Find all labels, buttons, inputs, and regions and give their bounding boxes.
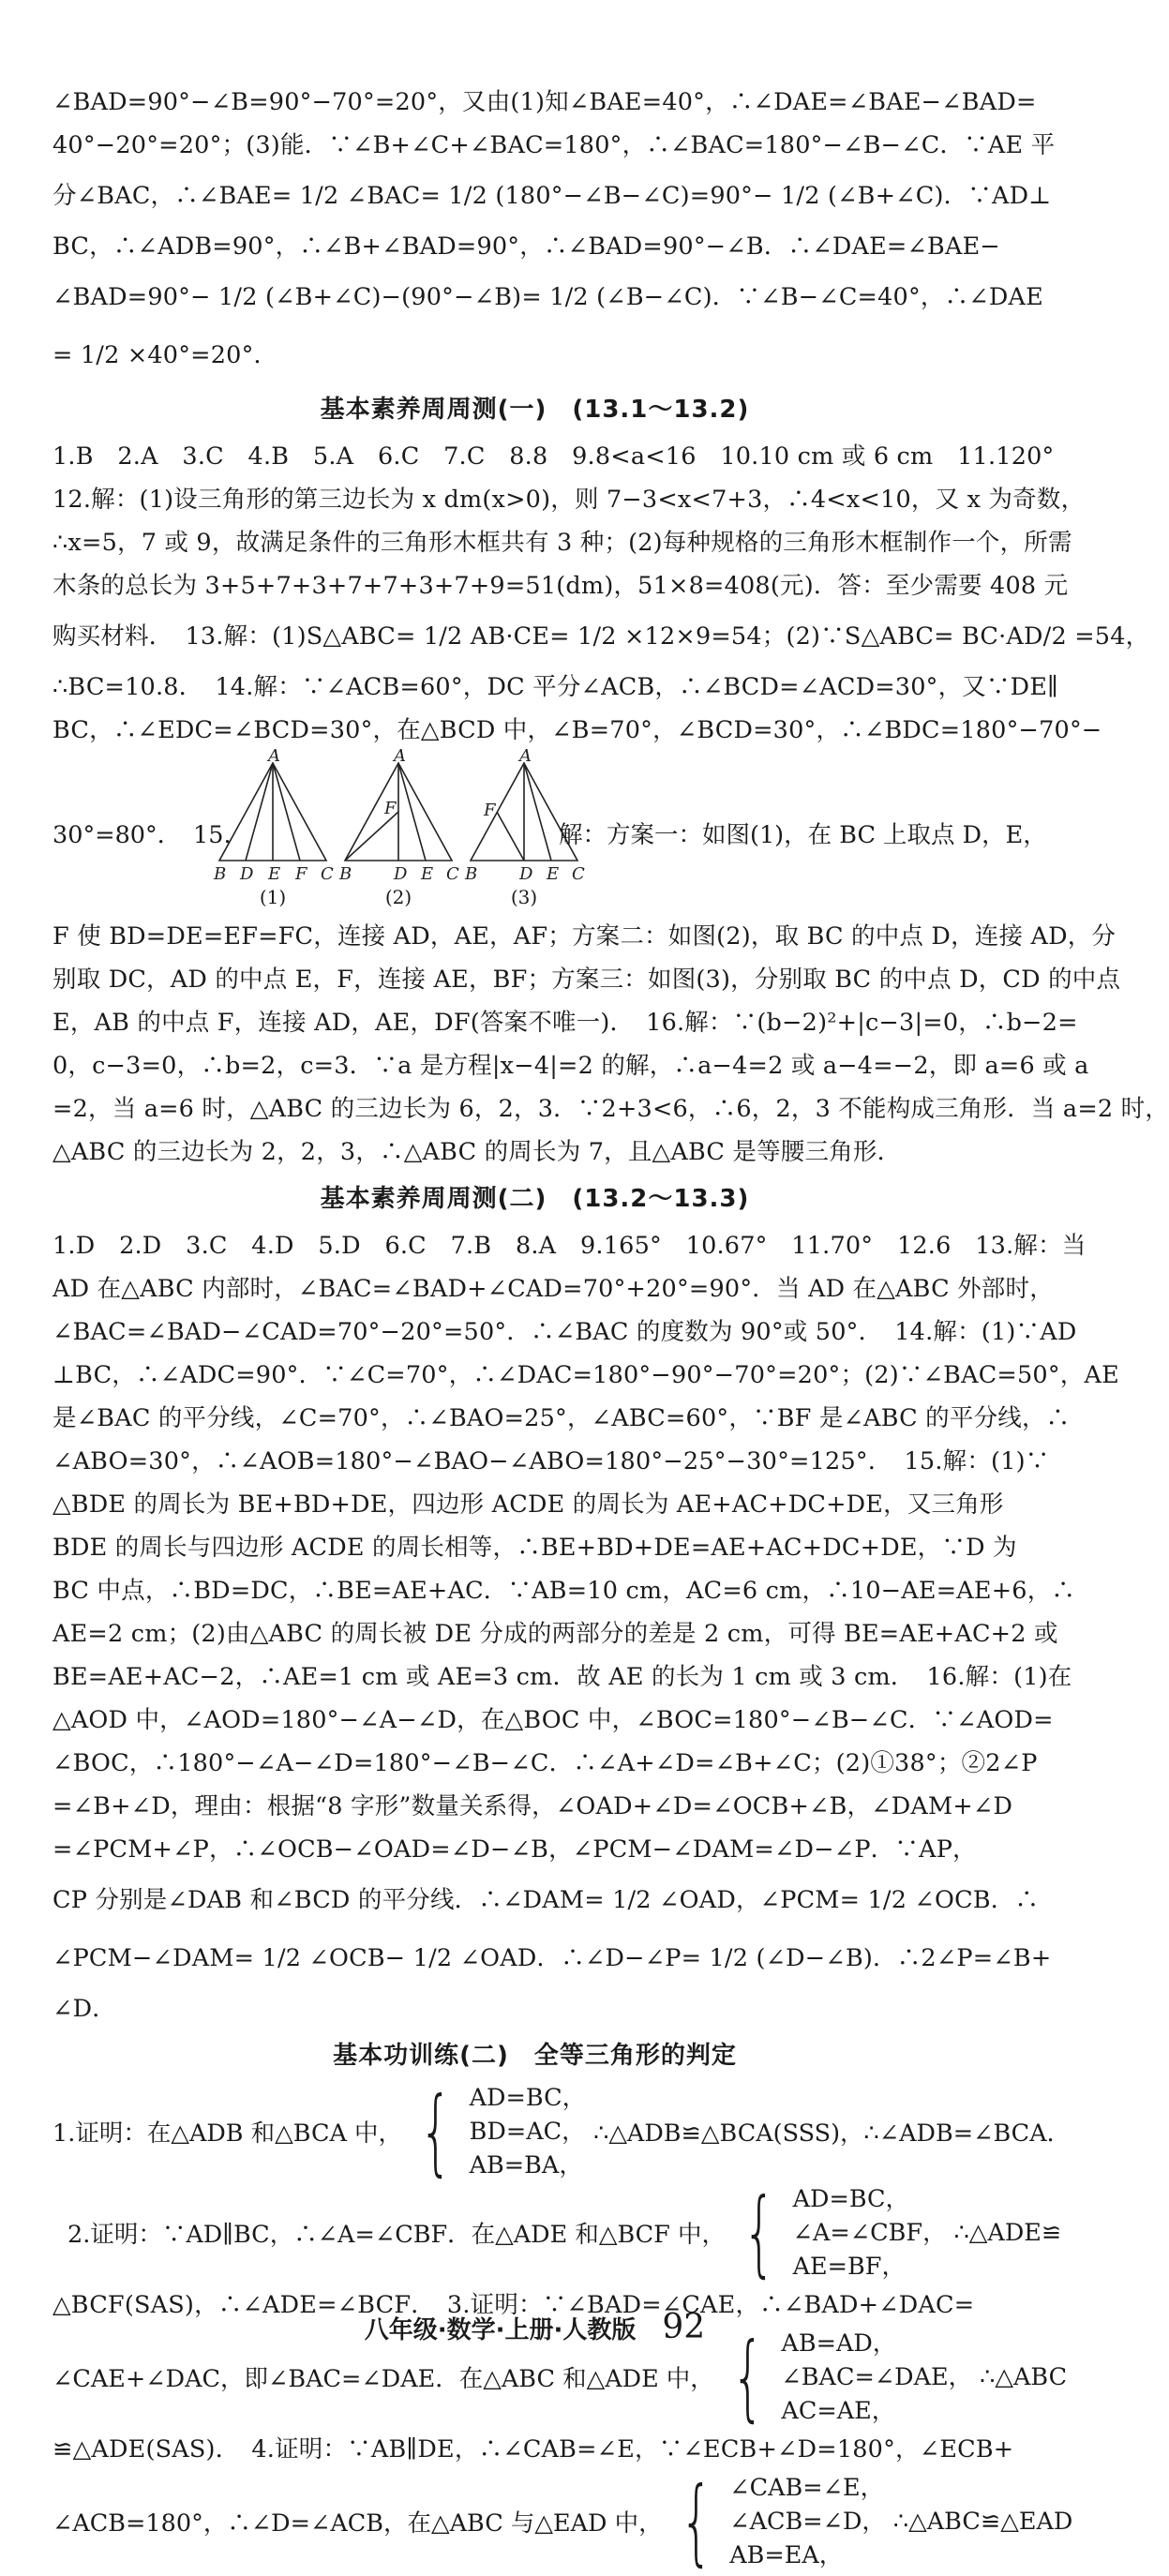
- condition: AB=AD，: [781, 2329, 897, 2358]
- text-line: ∠BAD=90°− 1/2 (∠B+∠C)−(90°−∠B)= 1/2 (∠B−∠C)．∵∠B−∠C=40°，∴∠DAE: [52, 283, 1043, 311]
- text-line: BC，∴∠ADB=90°，∴∠B+∠BAD=90°，∴∠BAD=90°−∠B．∴∠DAE=∠BAE−: [52, 232, 1000, 261]
- condition: ∠A=∠CBF，: [792, 2219, 947, 2247]
- text-line: = 1/2 ×40°=20°．: [52, 341, 278, 369]
- brace-icon: {: [731, 2322, 765, 2432]
- condition-list: [729, 2471, 886, 2572]
- text-line: 是∠BAC 的平分线，∠C=70°，∴∠BAO=25°，∠ABC=60°，∵BF 是∠ABC 的平分线，∴: [52, 1404, 1071, 1432]
- text-line: 1.D 2.D 3.C 4.D 5.D 6.C 7.B 8.A 9.165° 10.67° 11.70° 12.6 13.解：当: [52, 1232, 1087, 1260]
- text-line: ⊥BC，∴∠ADC=90°．∵∠C=70°，∴∠DAC=180°−90°−70°=20°；(2)∵∠BAC=50°，AE: [52, 1361, 1119, 1389]
- text-line: 别取 DC，AD 的中点 E，F，连接 AE，BF；方案三：如图(3)，分别取 BC 的中点 D，CD 的中点: [52, 966, 1121, 994]
- proof-tail: ∴△ABC: [980, 2363, 1068, 2391]
- condition: BD=AC，: [469, 2118, 586, 2146]
- text-line: F 使 BD=DE=EF=FC，连接 AD，AE，AF；方案二：如图(2)，取 BC 的中点 D，连接 AD，分: [52, 922, 1117, 951]
- condition: ∠ACB=∠D，: [729, 2508, 886, 2536]
- text-line: =∠PCM+∠P，∴∠OCB−∠OAD=∠D−∠B，∠PCM−∠DAM=∠D−∠P．∵AP，: [52, 1835, 977, 1864]
- brace-icon: {: [419, 2076, 453, 2186]
- section-title: 基本功训练(二) 全等三角形的判定: [333, 2042, 737, 2070]
- point-label: A: [519, 746, 532, 766]
- figure-caption: (2): [384, 886, 412, 908]
- text-line: ∴x=5，7 或 9，故满足条件的三角形木框共有 3 种；(2)每种规格的三角形木框制作一个，所需: [52, 529, 1072, 557]
- condition-list: [470, 2081, 586, 2182]
- proof-q2: [52, 2178, 1062, 2287]
- proof-q1: [52, 2076, 1072, 2186]
- section-weekly-test-2: [52, 1224, 1119, 2030]
- text-line: ≌△ADE(SAS)． 4.证明：∵AB∥DE，∴∠CAB=∠E，∵∠ECB+∠D=180°，∠ECB+: [52, 2435, 1014, 2464]
- proof-lead: ∠ACB=180°，∴∠D=∠ACB，在△ABC 与△EAD 中，: [52, 2509, 663, 2538]
- point-label: D: [240, 864, 254, 884]
- section-title: 基本素养周周测(二) (13.2～13.3): [320, 1185, 750, 1213]
- point-label: E: [421, 864, 434, 884]
- point-label: F: [295, 864, 307, 884]
- proof-tail: ∴△ADE≌: [953, 2219, 1062, 2247]
- text-line: BC 中点，∴BD=DC，∴BE=AE+AC．∵AB=10 cm，AC=6 cm，∴10−AE=AE+6，∴: [52, 1577, 1076, 1605]
- proof-lead: 1.证明：在△ADB 和△BCA 中，: [52, 2119, 403, 2148]
- page-number: 92: [662, 2308, 706, 2346]
- condition: AB=EA，: [729, 2541, 844, 2569]
- text-line: BDE 的周长与四边形 ACDE 的周长相等，∴BE+BD+DE=AE+AC+DC+DE，∵D 为: [52, 1534, 1017, 1562]
- text-line: ∠PCM−∠DAM= 1/2 ∠OCB− 1/2 ∠OAD．∴∠D−∠P= 1/2 (∠D−∠B)．∴2∠P=∠B+: [52, 1944, 1052, 1972]
- section-weekly-test-1: [52, 435, 1169, 1174]
- condition-list: [793, 2182, 947, 2284]
- point-label: D: [394, 864, 408, 884]
- text-line: 0，c−3=0，∴b=2，c=3．∵a 是方程|x−4|=2 的解，∴a−4=2 或 a−4=−2，即 a=6 或 a: [52, 1052, 1089, 1080]
- text-line: 40°−20°=20°；(3)能．∵∠B+∠C+∠BAC=180°，∴∠BAC=180°−∠B−∠C．∵AE 平: [52, 131, 1056, 159]
- point-label: F: [484, 801, 496, 820]
- figure-caption: (1): [259, 886, 287, 908]
- figure-caption: (3): [510, 886, 538, 908]
- text-line: 12.解：(1)设三角形的第三边长为 x dm(x>0)，则 7−3<x<7+3，∴4<x<10，又 x 为奇数，: [52, 486, 1086, 514]
- point-label: D: [519, 864, 533, 884]
- proof-q4: [52, 2466, 1073, 2576]
- condition: ∠CAB=∠E，: [729, 2474, 885, 2502]
- text-line: 30°=80°． 15.: [52, 821, 232, 849]
- text-line: 购买材料． 13.解：(1)S△ABC= 1/2 AB·CE= 1/2 ×12×9=54；(2)∵S△ABC= BC·AD/2 =54，: [52, 622, 1150, 651]
- text-line: BE=AE+AC−2，∴AE=1 cm 或 AE=3 cm．故 AE 的长为 1 cm 或 3 cm． 16.解：(1)在: [52, 1663, 1072, 1691]
- text-line: △BDE 的周长为 BE+BD+DE，四边形 ACDE 的周长为 AE+AC+DC+DE，又三角形: [52, 1490, 1004, 1519]
- text-line: AD 在△ABC 内部时，∠BAC=∠BAD+∠CAD=70°+20°=90°．当 AD 在△ABC 外部时，: [52, 1275, 1054, 1303]
- text-line: 分∠BAC，∴∠BAE= 1/2 ∠BAC= 1/2 (180°−∠B−∠C)=90°− 1/2 (∠B+∠C)．∵AD⊥: [52, 182, 1052, 210]
- text-line: =2，当 a=6 时，△ABC 的三边长为 6，2，3．∵2+3<6，∴6，2，3 不能构成三角形．当 a=2 时，: [52, 1095, 1169, 1123]
- text-line: ∠BAD=90°−∠B=90°−70°=20°，又由(1)知∠BAE=40°，∴∠DAE=∠BAE−∠BAD=: [52, 88, 1037, 116]
- proof-tail: ∴△ABC≌△EAD: [892, 2508, 1073, 2536]
- point-label: C: [321, 864, 334, 884]
- point-label: F: [384, 799, 397, 818]
- point-label: A: [394, 746, 406, 766]
- section-title: 基本素养周周测(一) (13.1～13.2): [320, 396, 750, 424]
- text-line: 解：方案一：如图(1)，在 BC 上取点 D，E，: [559, 821, 1047, 849]
- text-line: 1.B 2.A 3.C 4.B 5.A 6.C 7.C 8.8 9.8<a<16 10.10 cm 或 6 cm 11.120°: [52, 442, 1055, 471]
- condition: AD=BC，: [469, 2084, 587, 2112]
- proof-tail: ∴△ADB≌△BCA(SSS)，∴∠ADB=∠BCA．: [593, 2119, 1072, 2148]
- point-label: B: [214, 864, 227, 884]
- text-line: BC，∴∠EDC=∠BCD=30°，在△BCD 中，∠B=70°，∠BCD=30°，∴∠BDC=180°−70°−: [52, 716, 1102, 744]
- condition: AD=BC，: [792, 2185, 910, 2213]
- text-line: CP 分别是∠DAB 和∠BCD 的平分线．∴∠DAM= 1/2 ∠OAD，∠PCM= 1/2 ∠OCB．∴: [52, 1886, 1040, 1914]
- proof-lead: ∠CAE+∠DAC，即∠BAC=∠DAE．在△ABC 和△ADE 中，: [52, 2365, 714, 2393]
- text-line: ∠ABO=30°，∴∠AOB=180°−∠BAO−∠ABO=180°−25°−30°=125°． 15.解：(1)∵: [52, 1447, 1050, 1475]
- proof-lead: 2.证明：∵AD∥BC，∴∠A=∠CBF．在△ADE 和△BCF 中，: [67, 2221, 726, 2249]
- figure-row: [52, 746, 1047, 915]
- text-line: AE=2 cm；(2)由△ABC 的周长被 DE 分成的两部分的差是 2 cm，可得 BE=AE+AC+2 或: [52, 1620, 1058, 1648]
- text-line: E，AB 的中点 F，连接 AD，AE，DF(答案不唯一)． 16.解：∵(b−2)²+|c−3|=0，∴b−2=: [52, 1009, 1078, 1037]
- point-label: E: [547, 864, 560, 884]
- text-line: ∠D．: [52, 1995, 116, 2023]
- text-line: △BCF(SAS)，∴∠ADE=∠BCF． 3.证明：∵∠BAD=∠CAE，∴∠BAD+∠DAC=: [52, 2291, 975, 2319]
- triangle-figures: [52, 746, 585, 908]
- condition: AC=AE，: [781, 2397, 896, 2425]
- text-line: ∠BAC=∠BAD−∠CAD=70°−20°=50°．∴∠BAC 的度数为 90°或 50°． 14.解：(1)∵AD: [52, 1318, 1077, 1346]
- point-label: E: [268, 864, 281, 884]
- triangle-figure-1: [212, 746, 334, 908]
- page-footer: [0, 2308, 1070, 2346]
- point-label: C: [446, 864, 459, 884]
- condition: AE=BF，: [792, 2253, 906, 2281]
- condition: AB=BA，: [469, 2151, 583, 2179]
- text-line: 木条的总长为 3+5+7+3+7+7+3+7+9=51(dm)，51×8=408(元)．答：至少需要 408 元: [52, 572, 1069, 600]
- text-line: ∴BC=10.8． 14.解：∵∠ACB=60°，DC 平分∠ACB，∴∠BCD=∠ACD=30°，又∵DE∥: [52, 673, 1059, 701]
- text-line: △AOD 中，∠AOD=180°−∠A−∠D，在△BOC 中，∠BOC=180°−∠B−∠C．∵∠AOD=: [52, 1706, 1054, 1734]
- point-label: B: [339, 864, 352, 884]
- text-line: △ABC 的三边长为 2，2，3，∴△ABC 的周长为 7，且△ABC 是等腰三角形．: [52, 1138, 902, 1166]
- brace-icon: {: [742, 2178, 776, 2287]
- brace-icon: {: [679, 2466, 712, 2576]
- book-label: 八年级·数学·上册·人教版: [364, 2316, 637, 2344]
- condition: ∠BAC=∠DAE，: [781, 2363, 973, 2391]
- text-line: =∠B+∠D，理由：根据“8 字形”数量关系得，∠OAD+∠D=∠OCB+∠B，∠DAM+∠D: [52, 1792, 1013, 1820]
- top-continuation: [52, 81, 1056, 384]
- point-label: A: [268, 746, 280, 766]
- point-label: B: [465, 864, 478, 884]
- text-line: ∠BOC，∴180°−∠A−∠D=180°−∠B−∠C．∴∠A+∠D=∠B+∠C；(2)①38°；②2∠P: [52, 1749, 1038, 1777]
- point-label: C: [572, 864, 585, 884]
- triangle-figure-2: [337, 746, 459, 908]
